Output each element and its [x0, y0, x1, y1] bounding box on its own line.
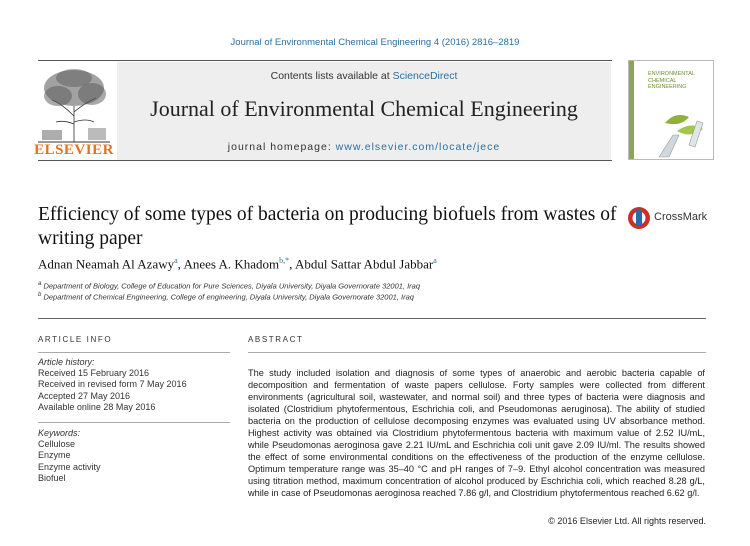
article-title: Efficiency of some types of bacteria on producing biofuels from wastes of writing paper — [38, 204, 617, 249]
section-divider — [38, 318, 706, 319]
cover-title-line: CHEMICAL — [648, 77, 677, 84]
affiliation-text: Department of Biology, College of Education for Pure Sciences, Diyala University, Diyala Governorate 32001, Iraq — [43, 281, 421, 291]
abstract-text: The study included isolation and diagnosis of some types of anaerobic and aerobic bacteria capable of decomposition and fermentation of waste papers cellulose. Forty samples were collected from different environments (agricultural soil, wastewater, and normal soil) and three types of bacteria were diagnosis and isolated (Clostridium phytofermentous, Eschrichia coli, and Pseudomonas aeruginosa). The ability of studied bacteria on the production of cellulose decomposing enzymes was evaluated using UV absorbance method. Highest activity was obtained via Clostridium phytofermentous bacteria with maximum value of 2.52 IU/mL, while Pseudomonas aeroginosa gave 2.21 IU/mL and Eschrichia coli unit gave 2.09 IU/ml. The results showed the effect of some environmental conditions on the effectiveness of the production of the enzyme cellulose. Optimum temperature range was 35–40 °C and pH ranges of 7–9. Ethyl alcohol concentration was measured using titration method, maximum concentration of alcohol produced by Eschrichia coli, which reached 8.28 g/L, while in case of Pseudomonas aeroginosa reached 7.86 g/l, and Clostridium phytofermentous reached 6.62 g/l. — [248, 368, 705, 498]
keywords-label: Keywords: — [38, 428, 81, 438]
cover-title-line: ENGINEERING — [648, 84, 687, 90]
author-name[interactable]: Adnan Neamah Al Azawy — [38, 256, 175, 272]
keyword-item[interactable]: Biofuel — [38, 472, 66, 483]
author-name[interactable]: Anees A. Khadom — [183, 256, 280, 272]
publisher-name[interactable]: ELSEVIER — [34, 142, 114, 158]
article-info-heading: ARTICLE INFO — [38, 335, 113, 344]
affiliation-text: Department of Chemical Engineering, College of engineering, Diyala University, Diyala Governorate 32001, Iraq — [43, 292, 414, 302]
keyword-item[interactable]: Enzyme — [38, 450, 71, 461]
author-list — [38, 256, 437, 272]
journal-reference[interactable]: Journal of Environmental Chemical Engineering 4 (2016) 2816–2819 — [230, 37, 520, 48]
author-separator: , — [289, 256, 295, 272]
masthead-bottom-rule — [38, 160, 612, 161]
abstract-heading: ABSTRACT — [248, 335, 304, 344]
author-separator: , — [177, 256, 184, 272]
homepage-link[interactable]: www.elsevier.com/locate/jece — [335, 141, 501, 153]
history-item: Received 15 February 2016 — [38, 368, 150, 379]
author-affiliation-marker[interactable]: a — [174, 256, 178, 265]
affiliation-marker: b — [38, 292, 42, 298]
affiliation-b — [38, 292, 414, 302]
abstract-rule — [248, 352, 706, 353]
affiliation-a — [38, 281, 420, 291]
author-affiliation-marker[interactable]: a — [433, 256, 437, 265]
article-history — [38, 357, 187, 413]
crossmark-icon — [627, 206, 651, 230]
contents-prefix: Contents lists available at — [270, 70, 393, 82]
journal-title[interactable]: Journal of Environmental Chemical Engineering — [150, 96, 578, 121]
affiliation-marker: a — [38, 281, 42, 287]
author-name[interactable]: Abdul Sattar Abdul Jabbar — [294, 256, 434, 272]
history-item: Available online 28 May 2016 — [38, 401, 156, 412]
cover-title-line: ENVIRONMENTAL — [648, 71, 695, 77]
sciencedirect-link[interactable]: ScienceDirect — [392, 70, 458, 82]
journal-cover-image[interactable] — [628, 60, 714, 160]
keyword-item[interactable]: Cellulose — [38, 439, 76, 450]
cover-art-icon — [629, 61, 713, 159]
homepage-prefix: journal homepage: — [227, 141, 336, 153]
copyright-notice: © 2016 Elsevier Ltd. All rights reserved. — [548, 516, 706, 526]
masthead-top-rule — [38, 60, 612, 61]
crossmark-button[interactable] — [627, 206, 717, 232]
history-label: Article history: — [38, 357, 95, 367]
keyword-item[interactable]: Enzyme activity — [38, 461, 101, 472]
article-info-rule — [38, 352, 230, 353]
history-item: Received in revised form 7 May 2016 — [38, 379, 187, 390]
author-affiliation-marker[interactable]: b,* — [279, 256, 290, 265]
keywords-rule — [38, 422, 230, 423]
journal-homepage — [117, 141, 611, 153]
history-item: Accepted 27 May 2016 — [38, 390, 131, 401]
contents-line — [117, 70, 611, 82]
crossmark-label: CrossMark — [654, 211, 708, 223]
keywords-block — [38, 428, 101, 484]
